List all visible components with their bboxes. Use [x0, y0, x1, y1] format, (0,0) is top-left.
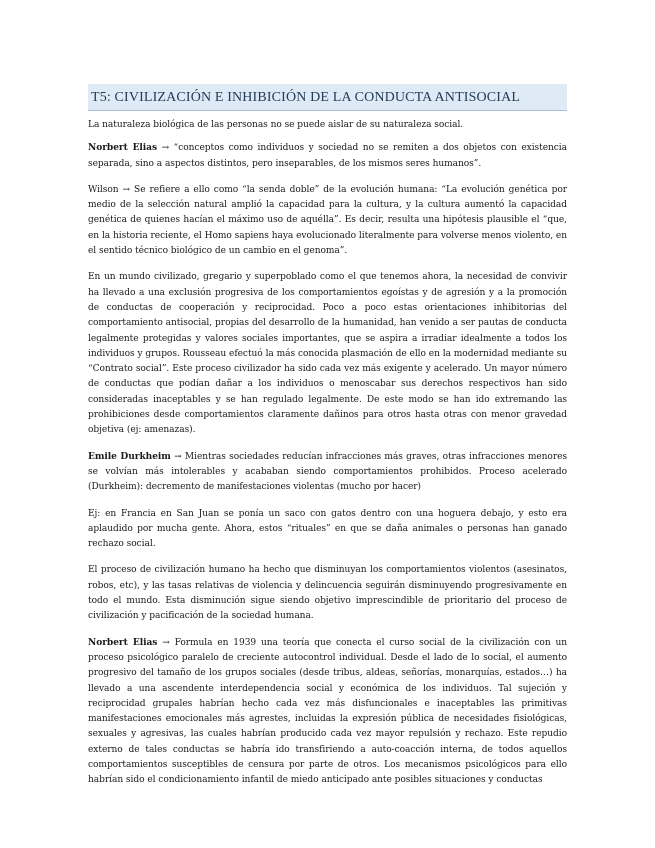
paragraph-text: Ej: en Francia en San Juan se ponía un saco con gatos dentro con una hoguera debajo, y esto era aplaudido por mucha gente. Ahora, estos “rituales” en que se daña animales o personas han ganado rechazo social. — [88, 508, 567, 550]
title-banner — [88, 84, 567, 111]
paragraph-text: Wilson → Se refiere a ello como “la senda doble” de la evolución humana: “La evolución genética por medio de la selección natural amplió la capacidad para la cultura, y la cultura aumentó la capacidad genética de quienes hacían el máximo uso de aquélla”. Es decir, resulta una hipótesis plausible el “que, en la historia reciente, el Homo sapiens haya evolucionado literalmente para volverse menos violento, en el sentido técnico biológico de un cambio en el genoma”. — [88, 184, 567, 257]
paragraph-text: → Formula en 1939 una teoría que conecta el curso social de la civilización con un proceso psicológico paralelo de creciente autocontrol individual. Desde el lado de lo social, el aumento progresivo del tamaño de los grupos sociales (desde tribus, aldeas, señorías, monarquías, estados…) ha llevado a una ascendente interdependencia social y económica de los individuos. Tal sujeción y reciprocidad grupales habrían hecho cada vez más disfuncionales e inaceptables las primitivas manifestaciones emocionales más agrestes, incluidas la expresión pública de necesidades fisiológicas, sexuales y agresivas, las cuales habrían producido cada vez mayor repulsión y rechazo. Este repudio externo de tales conductas se habría ido transfiriendo a auto-coacción interna, de todos aquellos comportamientos susceptibles de censura por parte de otros. Los mecanismos psicológicos para ello habrían sido el condicionamiento infantil de miedo anticipado ante posibles situaciones y conductas — [88, 637, 567, 786]
paragraph-text: En un mundo civilizado, gregario y superpoblado como el que tenemos ahora, la necesidad de convivir ha llevado a una exclusión progresiva de los comportamientos egoístas y de agresión y a la promoción de conductas de cooperación y reciprocidad. Poco a poco estas orientaciones inhibitorias del comportamiento antisocial, propias del desarrollo de la humanidad, han venido a ser pautas de conducta legalmente protegidas y valores sociales importantes, que se aspira a irradiar idealmente a todos los individuos y grupos. Rousseau efectuó la más conocida plasmación de ello en la modernidad mediante su “Contrato social”. Este proceso civilizador ha sido cada vez más exigente y acelerado. Un mayor número de conductas que podían dañar a los individuos o menoscabar sus derechos respectivos han sido consideradas inaceptables y se han regulado legalmente. De este modo se han ido extremando las prohibiciones desde comportamientos claramente dañinos para otros hasta otras con menor gravedad objetiva (ej: amenazas). — [88, 272, 567, 436]
paragraph — [88, 118, 567, 133]
paragraph — [88, 270, 567, 438]
paragraph-text: La naturaleza biológica de las personas no se puede aislar de su naturaleza social. — [88, 120, 464, 130]
paragraph — [88, 141, 567, 172]
document-page — [88, 0, 567, 848]
page-title: T5: CIVILIZACIÓN E INHIBICIÓN DE LA CONDUCTA ANTISOCIAL — [91, 90, 521, 105]
paragraph — [88, 636, 567, 789]
document-body — [88, 118, 567, 800]
paragraph — [88, 183, 567, 259]
paragraph-text: → Mientras sociedades reducían infracciones más graves, otras infracciones menores se volvían más intolerables y acababan siendo comportamientos prohibidos. Proceso acelerado (Durkheim): decremento de manifestaciones violentas (mucho por hacer) — [88, 451, 567, 493]
paragraph — [88, 563, 567, 624]
paragraph-lead: Norbert Elias — [88, 637, 158, 648]
paragraph — [88, 450, 567, 496]
paragraph-text: El proceso de civilización humano ha hecho que disminuyan los comportamientos violentos (asesinatos, robos, etc), y las tasas relativas de violencia y delincuencia seguirán disminuyendo progresivamente en todo el mundo. Esta disminución sigue siendo objetivo imprescindible de prioritario del proceso de civilización y pacificación de la sociedad humana. — [88, 565, 567, 622]
paragraph-lead: Norbert Elias — [88, 143, 158, 154]
paragraph-lead: Emile Durkheim — [88, 451, 171, 462]
paragraph — [88, 507, 567, 553]
paragraph-text: → “conceptos como individuos y sociedad no se remiten a dos objetos con existencia separada, sino a aspectos distintos, pero inseparables, de los mismos seres humanos”. — [88, 143, 567, 169]
